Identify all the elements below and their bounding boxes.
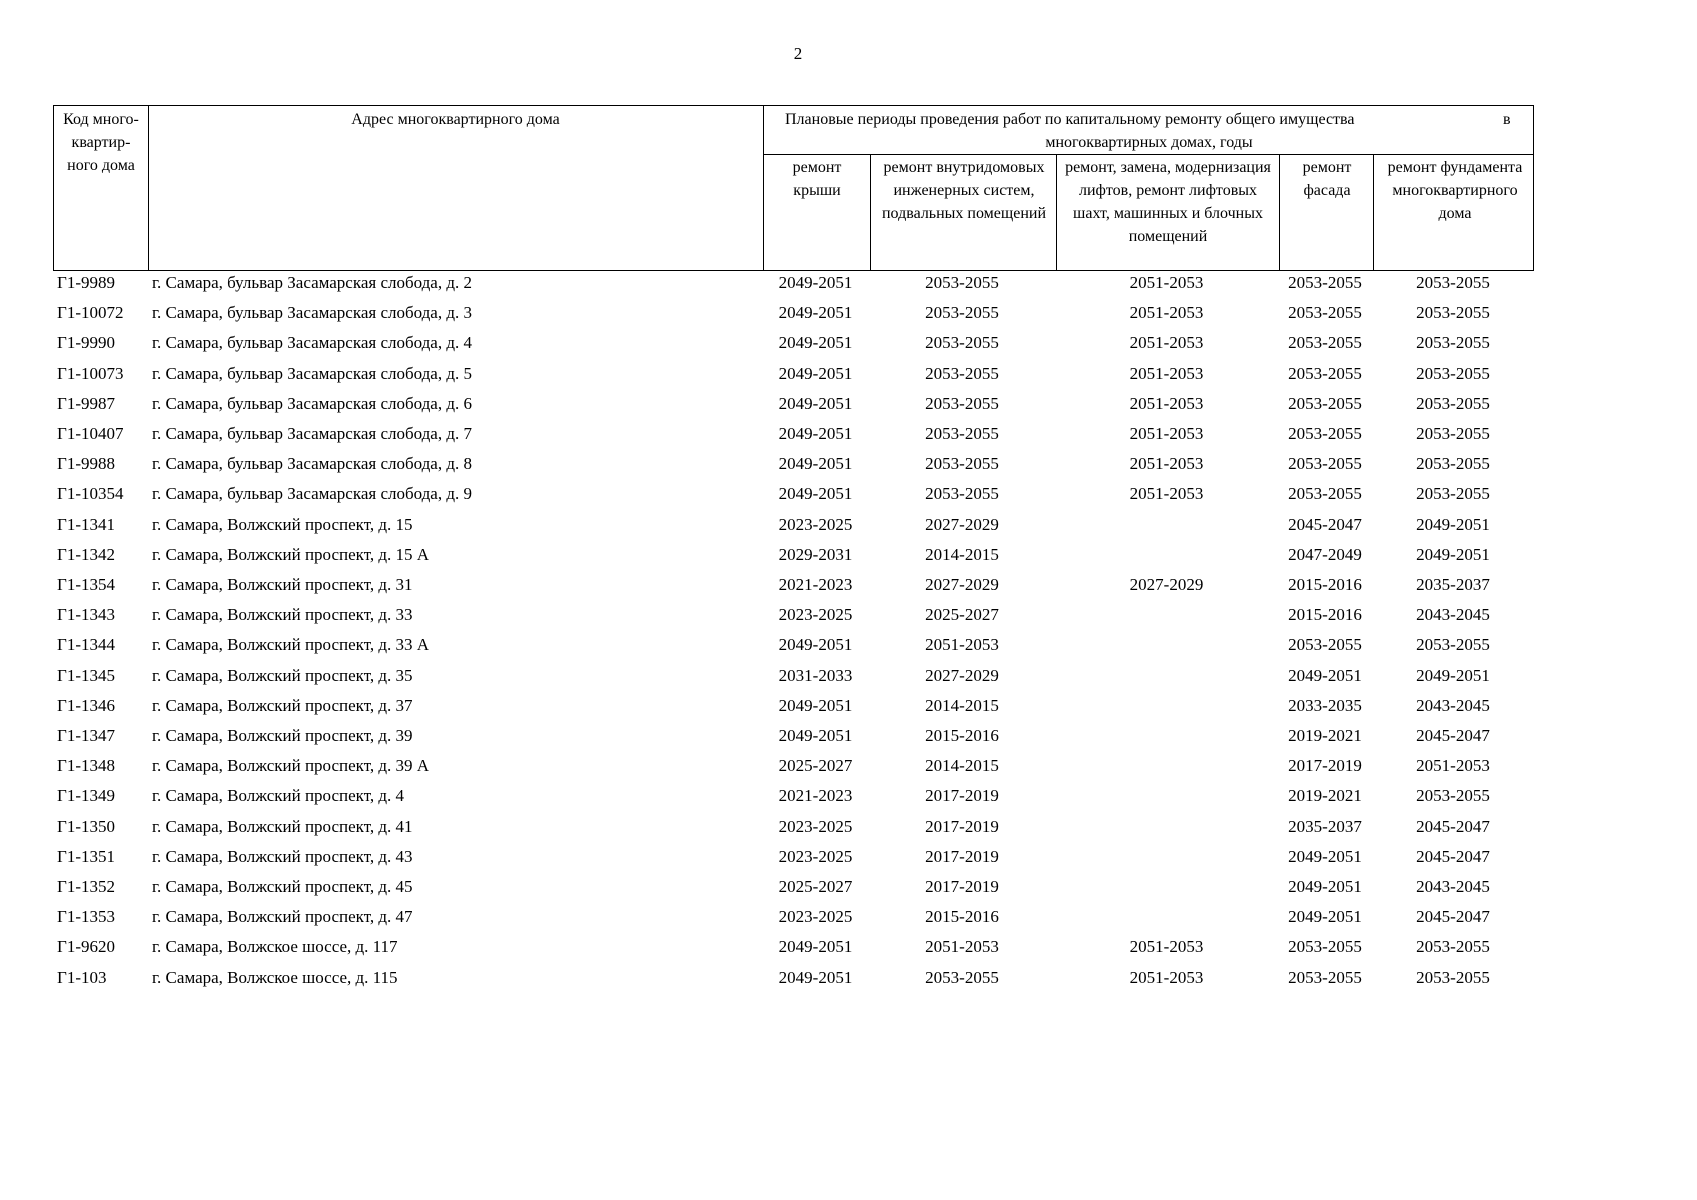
row-facade: 2053-2055 [1288,393,1362,413]
row-elevators [1055,543,1278,573]
header-code [54,108,148,177]
row-address: г. Самара, бульвар Засамарская слобода, д. 9 [152,484,473,504]
row-elevators [1055,633,1278,663]
row-code: Г1-9987 [57,393,115,413]
row-roof: 2023-2025 [778,816,853,836]
row-foundation: 2053-2055 [1416,424,1490,443]
row-roof: 2049-2051 [778,937,853,957]
row-elevators: 2051-2053 [1129,363,1204,383]
table-row [53,513,1534,543]
row-facade: 2035-2037 [1288,816,1362,836]
row-engineering: 2027-2029 [925,575,999,594]
table-row [53,362,1534,392]
row-address: г. Самара, Волжский проспект, д. 37 [152,695,413,715]
header-roof: ремонт крыши [792,159,842,199]
row-address: г. Самара, Волжский проспект, д. 33 А [152,635,430,655]
row-engineering: 2027-2029 [925,665,999,685]
row-address: г. Самара, Волжское шоссе, д. 115 [152,967,398,987]
row-code: Г1-1343 [57,605,115,625]
header-divider [870,154,871,270]
row-engineering: 2053-2055 [925,273,999,292]
row-foundation: 2053-2055 [1416,303,1490,323]
row-facade: 2053-2055 [1288,303,1362,323]
row-engineering: 2053-2055 [925,303,999,323]
row-foundation: 2043-2045 [1416,695,1490,715]
row-address: г. Самара, бульвар Засамарская слобода, д. 3 [152,303,473,323]
row-address: г. Самара, Волжский проспект, д. 35 [152,665,413,685]
table-row [53,875,1534,905]
header-divider [1373,154,1374,270]
row-elevators: 2051-2053 [1129,424,1204,443]
row-code: Г1-1342 [57,544,115,564]
row-foundation: 2053-2055 [1416,937,1490,957]
row-code: Г1-1346 [57,695,115,715]
row-roof: 2049-2051 [778,424,853,443]
row-roof: 2021-2023 [778,786,853,806]
table-row [53,392,1534,422]
table-row [53,754,1534,784]
row-engineering: 2053-2055 [925,424,999,443]
row-roof: 2049-2051 [778,635,853,655]
row-facade: 2049-2051 [1288,665,1362,685]
row-address: г. Самара, Волжский проспект, д. 41 [152,816,413,836]
row-elevators: 2051-2053 [1129,303,1204,323]
row-roof: 2049-2051 [778,454,853,474]
header-facade: ремонт фасада [1302,159,1352,199]
row-foundation: 2049-2051 [1416,665,1490,685]
page-number: 2 [793,44,803,63]
table-row [53,694,1534,724]
row-address: г. Самара, Волжский проспект, д. 39 А [152,756,430,776]
header-engineering: ремонт внутридомовых инженерных систем, подвальных помещений [881,159,1046,222]
row-facade: 2053-2055 [1288,273,1362,292]
row-address: г. Самара, Волжский проспект, д. 45 [152,877,413,896]
row-foundation: 2049-2051 [1416,514,1490,534]
header-foundation: ремонт фундамента многоквартирного дома [1387,159,1523,222]
header-divider [1056,154,1057,270]
row-foundation: 2053-2055 [1416,635,1490,655]
row-address: г. Самара, Волжский проспект, д. 15 [152,514,413,534]
row-facade: 2019-2021 [1288,726,1362,745]
row-engineering: 2027-2029 [925,514,999,534]
row-engineering: 2014-2015 [925,544,999,564]
row-foundation: 2053-2055 [1416,967,1490,987]
row-elevators [1055,905,1278,935]
header-periods-line1: Плановые периоды проведения работ по капитальному ремонту общего имущества [785,111,1355,128]
row-engineering: 2053-2055 [925,454,999,474]
row-roof: 2049-2051 [778,484,853,504]
row-facade: 2053-2055 [1288,333,1362,353]
row-elevators: 2051-2053 [1129,333,1204,353]
row-facade: 2015-2016 [1288,575,1362,594]
row-facade: 2049-2051 [1288,877,1362,896]
row-code: Г1-1347 [57,726,115,745]
row-code: Г1-1351 [57,846,115,866]
row-roof: 2025-2027 [778,877,853,896]
table-row [53,603,1534,633]
row-facade: 2049-2051 [1288,907,1362,927]
row-foundation: 2053-2055 [1416,484,1490,504]
table-row [53,966,1534,996]
row-roof: 2021-2023 [778,575,853,594]
row-facade: 2015-2016 [1288,605,1362,625]
row-address: г. Самара, бульвар Засамарская слобода, д. 7 [152,424,473,443]
row-foundation: 2043-2045 [1416,877,1490,896]
row-facade: 2017-2019 [1288,756,1362,776]
row-address: г. Самара, Волжский проспект, д. 39 [152,726,413,745]
row-address: г. Самара, Волжский проспект, д. 33 [152,605,413,625]
row-foundation: 2053-2055 [1416,393,1490,413]
row-engineering: 2017-2019 [925,877,999,896]
row-foundation: 2053-2055 [1416,333,1490,353]
table-row [53,905,1534,935]
row-address: г. Самара, бульвар Засамарская слобода, д. 8 [152,454,473,474]
row-roof: 2023-2025 [778,846,853,866]
row-engineering: 2017-2019 [925,816,999,836]
row-roof: 2023-2025 [778,514,853,534]
row-roof: 2025-2027 [778,756,853,776]
table-row [53,724,1534,754]
row-facade: 2053-2055 [1288,454,1362,474]
row-facade: 2049-2051 [1288,846,1362,866]
row-engineering: 2051-2053 [925,635,999,655]
row-roof: 2049-2051 [778,333,853,353]
row-facade: 2033-2035 [1288,695,1362,715]
header-divider [763,154,1533,155]
row-elevators [1055,724,1278,754]
row-engineering: 2053-2055 [925,363,999,383]
row-engineering: 2017-2019 [925,846,999,866]
row-foundation: 2045-2047 [1416,907,1490,927]
row-facade: 2053-2055 [1288,484,1362,504]
row-elevators: 2051-2053 [1129,937,1204,957]
row-facade: 2053-2055 [1288,363,1362,383]
row-foundation: 2053-2055 [1416,786,1490,806]
row-code: Г1-1348 [57,756,115,776]
table-row [53,935,1534,965]
row-roof: 2049-2051 [778,303,853,323]
row-code: Г1-10407 [57,424,124,443]
row-roof: 2023-2025 [778,907,853,927]
row-code: Г1-1350 [57,816,115,836]
row-elevators: 2051-2053 [1129,273,1204,292]
row-address: г. Самара, бульвар Засамарская слобода, д. 6 [152,393,473,413]
row-foundation: 2051-2053 [1416,756,1490,776]
table-row [53,422,1534,452]
row-foundation: 2035-2037 [1416,575,1490,594]
row-roof: 2023-2025 [778,605,853,625]
table-row [53,573,1534,603]
row-code: Г1-1352 [57,877,115,896]
table-row [53,845,1534,875]
table-row [53,271,1534,301]
row-address: г. Самара, Волжский проспект, д. 4 [152,786,405,806]
table-row [53,482,1534,512]
table-row [53,784,1534,814]
row-engineering: 2053-2055 [925,333,999,353]
row-code: Г1-1344 [57,635,115,655]
header-code-line: квартир- [71,134,131,151]
row-foundation: 2045-2047 [1416,726,1490,745]
row-code: Г1-103 [57,967,107,987]
row-elevators [1055,664,1278,694]
row-elevators [1055,694,1278,724]
row-engineering: 2025-2027 [925,605,999,625]
row-roof: 2031-2033 [778,665,853,685]
row-roof: 2049-2051 [778,363,853,383]
row-engineering: 2014-2015 [925,695,999,715]
row-engineering: 2053-2055 [925,967,999,987]
row-facade: 2019-2021 [1288,786,1362,806]
row-engineering: 2017-2019 [925,786,999,806]
row-roof: 2049-2051 [778,695,853,715]
row-code: Г1-10354 [57,484,124,504]
row-address: г. Самара, бульвар Засамарская слобода, д. 2 [152,273,473,292]
header-periods-in: в [1503,111,1511,128]
row-elevators: 2051-2053 [1129,484,1204,504]
row-code: Г1-1345 [57,665,115,685]
row-foundation: 2045-2047 [1416,846,1490,866]
row-elevators [1055,815,1278,845]
table-row [53,331,1534,361]
row-address: г. Самара, Волжское шоссе, д. 117 [152,937,398,957]
row-address: г. Самара, бульвар Засамарская слобода, д. 4 [152,333,473,353]
row-facade: 2045-2047 [1288,514,1362,534]
row-elevators [1055,845,1278,875]
row-roof: 2029-2031 [778,544,853,564]
row-elevators: 2051-2053 [1129,393,1204,413]
row-foundation: 2053-2055 [1416,454,1490,474]
row-engineering: 2051-2053 [925,937,999,957]
row-foundation: 2045-2047 [1416,816,1490,836]
row-code: Г1-10072 [57,303,124,323]
row-code: Г1-9989 [57,273,115,292]
row-code: Г1-1349 [57,786,115,806]
row-engineering: 2014-2015 [925,756,999,776]
row-elevators: 2051-2053 [1129,967,1204,987]
table-header [53,105,1534,271]
row-engineering: 2015-2016 [925,907,999,927]
row-address: г. Самара, Волжский проспект, д. 47 [152,907,413,927]
row-code: Г1-1341 [57,514,115,534]
row-address: г. Самара, Волжский проспект, д. 43 [152,846,413,866]
row-facade: 2047-2049 [1288,544,1362,564]
row-foundation: 2053-2055 [1416,363,1490,383]
row-code: Г1-9988 [57,454,115,474]
row-engineering: 2015-2016 [925,726,999,745]
header-address: Адрес многоквартирного дома [351,111,560,128]
row-facade: 2053-2055 [1288,967,1362,987]
header-divider [1279,154,1280,270]
row-elevators [1055,875,1278,905]
table-row [53,664,1534,694]
row-elevators [1055,603,1278,633]
row-code: Г1-9990 [57,333,115,353]
row-code: Г1-9620 [57,937,115,957]
header-code-line: ного дома [67,157,135,174]
row-foundation: 2049-2051 [1416,544,1490,564]
row-code: Г1-1354 [57,575,115,594]
row-address: г. Самара, бульвар Засамарская слобода, д. 5 [152,363,473,383]
row-foundation: 2053-2055 [1416,273,1490,292]
row-roof: 2049-2051 [778,273,853,292]
header-elevators: ремонт, замена, модернизация лифтов, ремонт лифтовых шахт, машинных и блочных помещений [1065,159,1271,245]
row-address: г. Самара, Волжский проспект, д. 31 [152,575,413,594]
row-roof: 2049-2051 [778,726,853,745]
row-elevators: 2051-2053 [1129,454,1204,474]
row-engineering: 2053-2055 [925,393,999,413]
row-roof: 2049-2051 [778,967,853,987]
row-elevators: 2027-2029 [1129,575,1204,594]
row-elevators [1055,513,1278,543]
row-facade: 2053-2055 [1288,424,1362,443]
row-elevators [1055,784,1278,814]
header-periods-line2: многоквартирных домах, годы [1045,134,1253,151]
header-code-line: Код много- [63,111,139,128]
row-elevators [1055,754,1278,784]
row-roof: 2049-2051 [778,393,853,413]
table-row [53,452,1534,482]
row-code: Г1-10073 [57,363,124,383]
table-row [53,815,1534,845]
row-facade: 2053-2055 [1288,635,1362,655]
row-facade: 2053-2055 [1288,937,1362,957]
row-address: г. Самара, Волжский проспект, д. 15 А [152,544,430,564]
row-foundation: 2043-2045 [1416,605,1490,625]
table-row [53,543,1534,573]
table-row [53,301,1534,331]
row-code: Г1-1353 [57,907,115,927]
row-engineering: 2053-2055 [925,484,999,504]
table-row [53,633,1534,663]
